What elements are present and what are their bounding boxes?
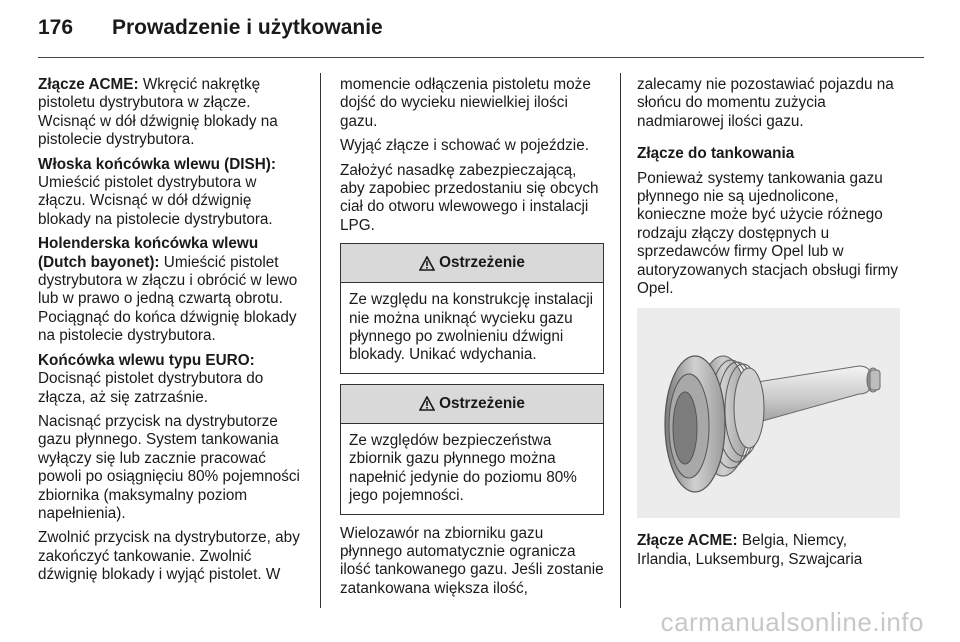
dutch-label: Holenderska końcówka wlewu (Dutch bayonet): — [38, 235, 259, 271]
warning-box — [340, 243, 604, 374]
acme-text: Wkręcić nakrętkę pistoletu dystrybutora w złącze. Wcisnąć w dół dźwignię blokady na pistolecie dystrybutora. — [38, 76, 278, 149]
page-title: Prowadzenie i użytkowanie — [112, 16, 383, 39]
warning-triangle-icon — [419, 256, 435, 271]
warning-text: Ze względów bezpieczeństwa zbiornik gazu płynnego można napełnić jedynie do poziomu 80% jego pojemności. — [349, 431, 577, 505]
column-1 — [38, 76, 308, 591]
dish-text: Umieścić pistolet dystrybutora w złączu. Wcisnąć w dół dźwignię blokady na pistolecie dystrybutora. — [38, 174, 273, 228]
dish-label: Włoska końcówka wlewu (DISH): — [38, 155, 276, 173]
column-2 — [340, 76, 604, 604]
acme-label: Złącze ACME: — [38, 76, 139, 93]
warning-header — [341, 385, 603, 424]
body-paragraph: Założyć nasadkę zabezpieczającą, aby zapobiec przedostaniu się obcych ciał do otworu wlewowego i instalacji LPG. — [340, 161, 599, 234]
dutch-paragraph — [38, 235, 308, 345]
header-divider — [38, 57, 924, 58]
acme-connector-illustration — [637, 308, 900, 518]
caption-label: Złącze ACME: — [637, 532, 738, 550]
column-divider-2 — [620, 73, 621, 608]
page-number: 176 — [38, 16, 74, 39]
warning-triangle-icon — [419, 396, 435, 411]
page-header — [38, 16, 383, 46]
body-paragraph: Wyjąć złącze i schować w pojeździe. — [340, 137, 589, 155]
euro-paragraph — [38, 352, 308, 407]
warning-box — [340, 384, 604, 515]
warning-title: Ostrzeżenie — [439, 394, 525, 412]
acme-paragraph — [38, 76, 308, 150]
column-3 — [637, 76, 905, 575]
body-paragraph: Nacisnąć przycisk na dystrybutorze gazu płynnego. System tankowania wyłączy się lub zacznie pracować powoli po osiągnięciu 80% pojemności zbiornika (maksymalny poziom napełnienia). — [38, 412, 300, 522]
body-paragraph: Wielozawór na zbiorniku gazu płynnego automatycznie ogranicza ilość tankowanego gazu. Jeśli zostanie zatankowana większa ilość, — [340, 524, 604, 597]
euro-label: Końcówka wlewu typu EURO: — [38, 351, 255, 369]
column-divider-1 — [320, 73, 321, 608]
body-paragraph: Zwolnić przycisk na dystrybutorze, aby zakończyć tankowanie. Zwolnić dźwignię blokady i wyjąć pistolet. W — [38, 529, 300, 584]
watermark: carmanualsonline.info — [660, 607, 924, 637]
body-paragraph: zalecamy nie pozostawiać pojazdu na słońcu do momentu zużycia nadmiarowej ilości gazu. — [637, 76, 894, 130]
euro-text: Docisnąć pistolet dystrybutora do złącza, aż się zatrzaśnie. — [38, 370, 264, 406]
figure-caption — [637, 532, 905, 569]
caption-text: Belgia, Niemcy, Irlandia, Luksemburg, Szwajcaria — [637, 532, 863, 568]
section-heading: Złącze do tankowania — [637, 145, 795, 163]
body-paragraph: Ponieważ systemy tankowania gazu płynnego nie są ujednolicone, konieczne może być użycie różnego rodzaju złączy dostępnych u sprzedawców firmy Opel lub w autoryzowanych stacjach obsługi firmy Opel. — [637, 169, 899, 298]
body-paragraph: momencie odłączenia pistoletu może dojść do wycieku niewielkiej ilości gazu. — [340, 76, 591, 130]
warning-title: Ostrzeżenie — [439, 254, 525, 272]
dish-paragraph — [38, 156, 308, 230]
warning-header — [341, 244, 603, 283]
warning-text: Ze względu na konstrukcję instalacji nie można uniknąć wycieku gazu płynnego po zwolnieniu dźwigni blokady. Unikać wdychania. — [349, 291, 594, 364]
dutch-text: Umieścić pistolet dystrybutora w złączu i obrócić w lewo lub w prawo o jedną czwartą obrotu. Pociągnąć do końca dźwignię blokady na pistolecie dystrybutora. — [38, 253, 298, 345]
